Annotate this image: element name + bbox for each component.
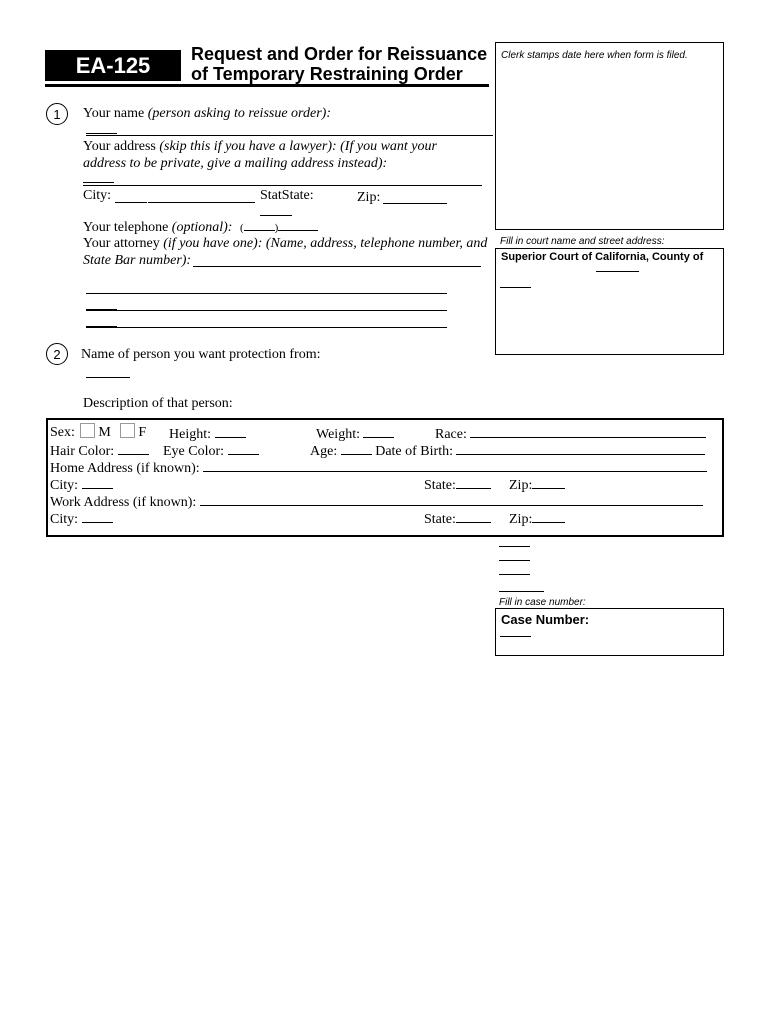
your-city-row [83,188,111,204]
court-address-field[interactable] [500,273,531,288]
section-1-number: 1 [46,103,68,125]
male-checkbox[interactable] [80,423,95,438]
your-address-field[interactable] [83,168,114,183]
attorney-line-2 [86,310,447,311]
court-name-box[interactable] [495,248,724,355]
eye-color-label: Eye Color: [163,444,225,459]
attorney-field[interactable] [193,252,225,267]
attorney-row [83,236,487,252]
protected-from-label: Name of person you want protection from: [81,347,321,362]
state-field[interactable] [260,201,291,216]
city-label: City: [83,188,112,203]
dob-label: Date of Birth: [375,444,453,459]
eye-color-field[interactable] [228,440,259,455]
work-state-label: State: [424,512,456,527]
work-state-field[interactable] [456,508,491,523]
form-code: EA-125 [45,50,181,81]
home-zip-field[interactable] [532,474,565,489]
attorney-line-1 [86,293,447,294]
attorney-line-field-2[interactable] [86,295,117,310]
work-zip-label: Zip: [509,512,533,527]
your-address-hint-1: (skip this if you have a lawyer): (If you want your [159,139,437,154]
home-state-label: State: [424,478,456,493]
party-line-4[interactable] [499,577,544,592]
hair-color-field[interactable] [118,440,149,455]
your-address-label: Your address [83,139,156,154]
title-line-2: of Temporary Restraining Order [191,64,463,84]
description-box [46,418,724,537]
clerk-stamp-box [495,42,724,230]
weight-field[interactable] [363,423,394,438]
city-field[interactable] [115,188,147,203]
home-zip-label: Zip: [509,478,533,493]
case-number-label: Case Number: [501,612,590,627]
your-address-underline [83,185,482,186]
dob-field[interactable] [456,440,705,455]
case-number-field[interactable] [500,622,531,637]
home-address-field[interactable] [203,457,707,472]
telephone-hint: (optional): [171,220,233,235]
section-2-number: 2 [46,343,68,365]
your-name-row [83,106,331,122]
female-label: F [138,425,147,440]
telephone-paren-close: ) [274,222,279,234]
court-label: Superior Court of California, County of [501,251,704,263]
page-title [191,44,487,84]
race-field[interactable] [470,423,706,438]
your-name-field[interactable] [86,119,117,134]
protected-from-field[interactable] [86,363,130,378]
telephone-row [83,219,318,236]
work-address-field[interactable] [200,491,703,506]
your-name-label: Your name [83,106,145,121]
sex-label: Sex: [50,425,75,440]
your-address-row [83,139,437,155]
zip-underline [383,203,447,204]
attorney-line-3 [86,327,447,328]
attorney-line-field-1[interactable] [86,279,117,294]
work-zip-field[interactable] [532,508,565,523]
party-line-3[interactable] [499,560,530,575]
male-label: M [98,425,111,440]
county-field[interactable] [596,257,639,272]
height-label: Height: [169,427,211,442]
description-label: Description of that person: [83,396,233,411]
home-city-field[interactable] [82,474,113,489]
city-underline [148,202,255,203]
area-code-field[interactable] [244,219,275,231]
state-underline [260,215,292,216]
age-label: Age: [310,444,338,459]
height-field[interactable] [215,423,246,438]
race-label: Race: [435,427,467,442]
your-name-underline [86,135,493,136]
party-line-2[interactable] [499,546,530,561]
attorney-line-field-3[interactable] [86,312,117,327]
work-city-label: City: [50,512,79,527]
court-instruction: Fill in court name and street address: [500,236,665,247]
attorney-hint-2: State Bar number): [83,253,192,268]
telephone-paren-open: ( [239,222,244,234]
party-line-1[interactable] [499,532,530,547]
case-number-box[interactable] [495,608,724,656]
zip-field[interactable] [383,189,414,204]
telephone-label: Your telephone [83,220,169,235]
home-state-field[interactable] [456,474,491,489]
work-city-field[interactable] [82,508,113,523]
title-line-1: Request and Order for Reissuance [191,44,488,64]
female-checkbox[interactable] [120,423,135,438]
title-rule [45,84,489,87]
sex-row [50,423,146,441]
home-city-label: City: [50,478,79,493]
zip-label: Zip: [357,190,381,205]
attorney-underline [225,266,481,267]
telephone-field[interactable] [278,219,318,231]
clerk-stamp-note: Clerk stamps date here when form is filed. [501,50,688,61]
hair-color-label: Hair Color: [50,444,115,459]
your-name-hint: (person asking to reissue order): [147,106,331,121]
work-address-label: Work Address (if known): [50,495,197,510]
home-address-label: Home Address (if known): [50,461,200,476]
case-instruction: Fill in case number: [499,597,586,608]
your-address-hint-2: address to be private, give a mailing address instead): [83,156,388,171]
weight-label: Weight: [316,427,360,442]
attorney-hint-1: (if you have one): (Name, address, telephone number, and [163,236,488,251]
attorney-label: Your attorney [83,236,160,251]
age-field[interactable] [341,440,372,455]
state-label: StatState: [260,188,314,203]
